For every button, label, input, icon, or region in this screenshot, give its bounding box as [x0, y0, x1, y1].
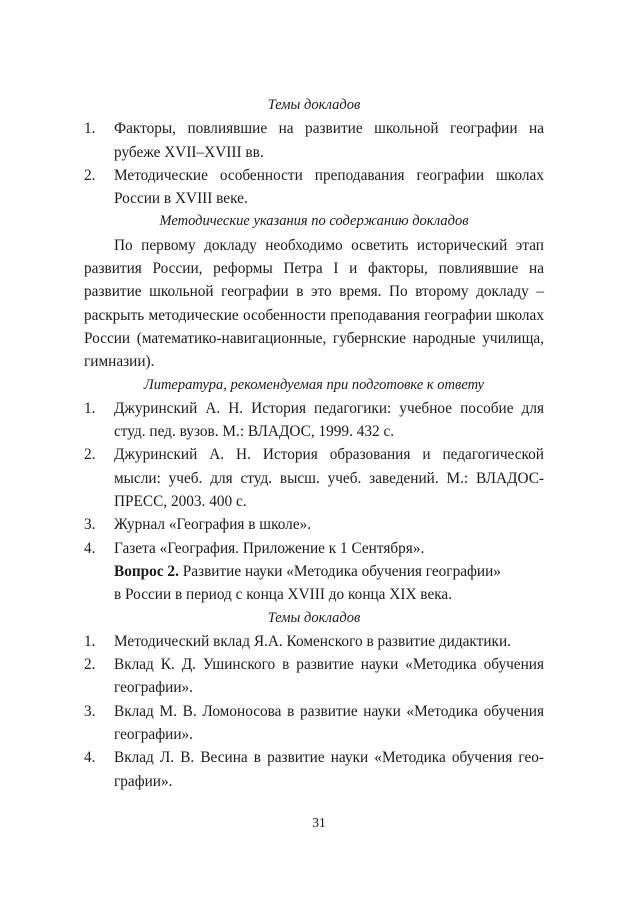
question-text-line2: в России в период с конца XVIII до конца XIX века.	[114, 586, 453, 604]
item-text: Джуринский А. Н. История педагогики: учебное пособие для студ. пед. вузов. М.: ВЛАДОС, 1999. 432 с.	[114, 399, 544, 441]
list-item	[84, 700, 544, 747]
list-item	[84, 443, 544, 513]
item-number: 3.	[84, 516, 96, 534]
list-item	[84, 164, 544, 211]
item-number: 4.	[84, 539, 96, 557]
question-heading	[84, 560, 544, 607]
item-number: 1.	[84, 632, 96, 650]
list-item	[84, 630, 544, 653]
item-text: Методические особенности преподавания географии школах России в XVIII веке.	[114, 166, 544, 208]
item-number: 2.	[84, 166, 96, 184]
item-number: 2.	[84, 446, 96, 464]
item-number: 2.	[84, 656, 96, 674]
item-text: Вклад Л. В. Весина в развитие науки «Методика обучения географии».	[114, 749, 544, 790]
list-item	[84, 513, 544, 536]
topics-list	[84, 630, 544, 793]
item-text: Журнал «География в школе».	[114, 516, 312, 534]
item-text: Джуринский А. Н. История образования и педагогической мысли: учеб. для студ. высш. учеб. заведений. М.: ВЛАДОС-ПРЕСС, 2003. 400 с.	[114, 446, 544, 511]
list-item	[84, 117, 544, 164]
item-number: 1.	[84, 399, 96, 417]
topics-list	[84, 117, 544, 210]
list-item	[84, 537, 544, 560]
item-text: Методический вклад Я.А. Коменского в развитие дидактики.	[114, 632, 511, 650]
item-number: 4.	[84, 749, 96, 767]
page-content	[84, 94, 544, 793]
literature-heading: Литература, рекомендуемая при подготовке к ответу	[143, 376, 485, 393]
item-text: Вклад М. В. Ломоносова в развитие науки «Методика обучения географии».	[114, 702, 544, 744]
item-text: Факторы, повлиявшие на развитие школьной географии на рубеже XVII–XVIII вв.	[114, 120, 544, 161]
item-number: 1.	[84, 120, 96, 138]
list-item	[84, 746, 544, 793]
item-text: Газета «География. Приложение к 1 Сентября».	[114, 539, 425, 557]
guidelines-paragraph: По первому докладу необходимо осветить исторический этап развития России, реформы Петра I и факторы, повлиявшие на развитие школьной географии в это время. По второму докладу – раскрыть методические особенности преподавания географии школах России (математико-навигационные, губернские народные училища, гимназии).	[84, 236, 544, 371]
list-item	[84, 653, 544, 700]
question-text-line1: Развитие науки «Методика обучения географии»	[178, 562, 501, 580]
literature-list	[84, 397, 544, 560]
guidelines-heading: Методические указания по содержанию докладов	[159, 213, 469, 230]
item-text: Вклад К. Д. Ушинского в развитие науки «Методика обучения географии».	[114, 656, 544, 697]
question-label: Вопрос 2.	[114, 562, 179, 580]
page-number: 31	[312, 815, 326, 830]
topics-heading: Темы докладов	[267, 97, 361, 113]
topics-heading: Темы докладов	[267, 609, 361, 626]
item-number: 3.	[84, 702, 96, 720]
list-item	[84, 397, 544, 444]
